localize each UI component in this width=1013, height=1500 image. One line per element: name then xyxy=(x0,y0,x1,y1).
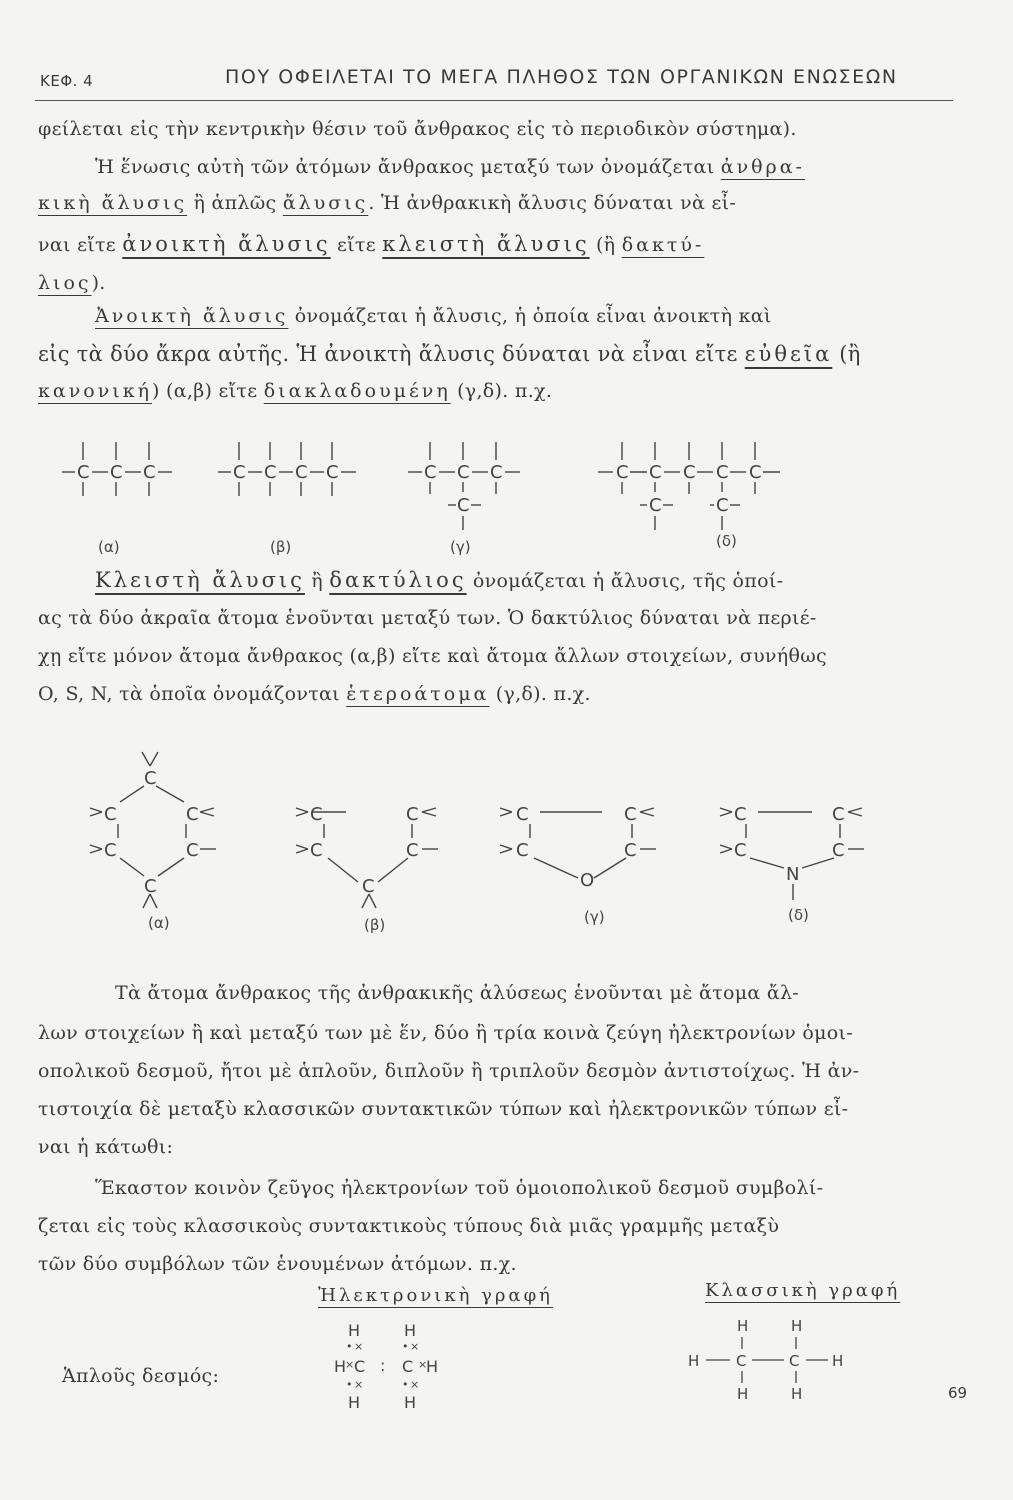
open-chain-structures xyxy=(30,430,990,565)
atom-c: C xyxy=(749,462,762,483)
atom-c: C xyxy=(77,462,90,483)
atom-c: C xyxy=(832,840,845,861)
atom-c: C xyxy=(295,462,308,483)
para1-line4-post: (ἢ xyxy=(595,234,616,256)
atom-h: H xyxy=(404,1393,417,1412)
term-normal: κανονική xyxy=(38,380,152,402)
atom-h: H xyxy=(832,1352,844,1370)
atom-c: C xyxy=(110,462,123,483)
ring-caption-delta: (δ) xyxy=(788,906,809,924)
atom-h: H xyxy=(334,1357,347,1376)
atom-c: C xyxy=(616,462,629,483)
para2-line1-post: ὀνομάζεται ἡ ἄλυσις, ἡ ὁποία εἶναι ἀνοικτὴ καὶ xyxy=(294,305,772,327)
electron-cross: × xyxy=(410,1340,420,1353)
atom-c: C xyxy=(832,804,845,825)
para2-line2 xyxy=(38,342,861,366)
para5-line2: ζεται εἰς τοὺς κλασσικοὺς συντακτικοὺς τύπους διὰ μιᾶς γραμμῆς μεταξὺ xyxy=(38,1215,780,1237)
term-closed-chain-def: Κλειστὴ ἄλυσις xyxy=(95,568,305,592)
atom-c: C xyxy=(104,804,117,825)
atom-n: N xyxy=(786,864,800,885)
atom-c: C xyxy=(104,840,117,861)
atom-c: C xyxy=(649,462,662,483)
atom-c: C xyxy=(789,1352,800,1370)
atom-c: C xyxy=(457,462,470,483)
electron-cross: × xyxy=(354,1340,364,1353)
para3-line3: χῃ εἴτε μόνον ἄτομα ἄνθρακος (α,β) εἴτε καὶ ἄτομα ἄλλων στοιχείων, συνήθως xyxy=(38,645,827,667)
atom-c: C xyxy=(716,462,729,483)
para4-line5: ναι ἡ κάτωθι: xyxy=(38,1136,174,1158)
chain-caption-delta: (δ) xyxy=(716,532,737,550)
atom-c: C xyxy=(144,876,157,897)
chain-delta xyxy=(598,442,780,530)
para3-line4 xyxy=(38,683,591,705)
atom-c: C xyxy=(402,1357,414,1376)
ring-structures xyxy=(60,740,910,940)
term-carbon-chain-a: ἀνθρα- xyxy=(720,156,805,178)
col-classical-heading: Κλασσικὴ γραφή xyxy=(705,1280,901,1301)
para1-line4 xyxy=(38,232,704,256)
electron-dot: • xyxy=(402,1378,409,1391)
atom-h: H xyxy=(688,1352,700,1370)
atom-c: C xyxy=(683,462,696,483)
atom-h: H xyxy=(348,1321,361,1340)
para5-line1: Ἕκαστον κοινὸν ζεῦγος ἠλεκτρονίων τοῦ ὁμοιοπολικοῦ δεσμοῦ συμβολί- xyxy=(95,1177,824,1199)
atom-h: H xyxy=(404,1321,417,1340)
term-closed-chain: κλειστὴ ἄλυσις xyxy=(382,232,590,256)
atom-h: H xyxy=(737,1317,749,1335)
atom-c: C xyxy=(144,768,157,789)
atom-c: C xyxy=(362,876,375,897)
atom-c: C xyxy=(624,840,637,861)
para1-line1: φείλεται εἰς τὴν κεντρικὴν θέσιν τοῦ ἄνθρακος εἰς τὸ περιοδικὸν σύστημα). xyxy=(38,118,797,140)
atom-c: C xyxy=(406,804,419,825)
term-ring-b: λιος xyxy=(38,272,92,294)
term-open-chain: ἀνοικτὴ ἄλυσις xyxy=(122,232,331,256)
para3-line2: ας τὰ δύο ἀκραῖα ἄτομα ἑνοῦνται μεταξύ των. Ὁ δακτύλιος δύναται νὰ περιέ- xyxy=(38,607,817,629)
atom-h: H xyxy=(348,1393,361,1412)
electron-dot: • xyxy=(346,1340,353,1353)
header-rule xyxy=(35,100,953,101)
para4-line3: οπολικοῦ δεσμοῦ, ἤτοι μὲ ἁπλοῦν, διπλοῦν ἢ τριπλοῦν δεσμὸν ἀντιστοίχως. Ἡ ἀν- xyxy=(38,1060,860,1082)
atom-c: C xyxy=(310,804,323,825)
atom-h: H xyxy=(791,1385,803,1403)
electron-cross: × xyxy=(354,1378,364,1391)
col-electronic-heading: Ἠλεκτρονικὴ γραφή xyxy=(318,1285,553,1306)
para2-line2-pre: εἰς τὰ δύο ἄκρα αὐτῆς. Ἡ ἀνοικτὴ ἄλυσις δύναται νὰ εἶναι εἴτε xyxy=(38,342,738,366)
term-carbon-chain-b: κικὴ ἄλυσις xyxy=(38,192,188,214)
atom-c: C xyxy=(424,462,437,483)
atom-c: C xyxy=(516,840,529,861)
atom-c: C xyxy=(490,462,503,483)
chain-caption-beta: (β) xyxy=(270,538,292,556)
chapter-label: ΚΕΦ. 4 xyxy=(40,72,94,90)
atom-c: C xyxy=(406,840,419,861)
term-straight: εὐθεῖα xyxy=(744,342,833,366)
para1-line3-post: . Ἡ ἀνθρακικὴ ἄλυσις δύναται νὰ εἶ- xyxy=(368,192,737,214)
atom-c: C xyxy=(186,840,199,861)
atom-c: C xyxy=(326,462,339,483)
para3-line4-pre: O, S, N, τὰ ὁποῖα ὀνομάζονται xyxy=(38,683,340,705)
electron-cross: × xyxy=(418,1358,428,1371)
atom-h: H xyxy=(791,1317,803,1335)
running-title: ΠΟΥ ΟΦΕΙΛΕΤΑΙ ΤΟ ΜΕΓΑ ΠΛΗΘΟΣ ΤΩΝ ΟΡΓΑΝΙΚΩΝ ΕΝΩΣΕΩΝ xyxy=(225,66,898,88)
atom-o: O xyxy=(580,870,595,891)
single-bond-label: Ἁπλοῦς δεσμός: xyxy=(62,1365,220,1387)
para1-line2 xyxy=(95,156,805,178)
term-open-chain-def: Ἀνοικτὴ ἄλυσις xyxy=(95,305,289,327)
shared-pair: : xyxy=(380,1356,386,1375)
para2-line3-post: (γ,δ). π.χ. xyxy=(457,380,553,402)
electron-dot: • xyxy=(346,1378,353,1391)
para4-line2: λων στοιχείων ἢ καὶ μεταξύ των μὲ ἕν, δύο ἢ τρία κοινὰ ζεύγη ἠλεκτρονίων ὁμοι- xyxy=(38,1022,853,1044)
atom-c: C xyxy=(233,462,246,483)
para1-line2-text: Ἡ ἕνωσις αὐτὴ τῶν ἀτόμων ἄνθρακος μεταξύ των ὀνομάζεται xyxy=(95,156,715,178)
ring-caption-gamma: (γ) xyxy=(584,908,605,926)
atom-c: C xyxy=(310,840,323,861)
atom-h: H xyxy=(426,1357,439,1376)
chain-gamma xyxy=(408,442,520,530)
para1-line4-pre: ναι εἴτε xyxy=(38,234,116,256)
atom-c: C xyxy=(143,462,156,483)
chain-caption-alpha: (α) xyxy=(98,538,120,556)
atom-c: C xyxy=(734,804,747,825)
term-ring-def: δακτύλιος xyxy=(329,568,467,592)
term-branched: διακλαδουμένη xyxy=(263,380,451,402)
atom-c: C xyxy=(186,804,199,825)
para3-line1-mid: ἢ xyxy=(311,570,323,592)
para1-line5 xyxy=(38,272,106,294)
para1-line4-mid: εἴτε xyxy=(337,234,376,256)
para2-line1 xyxy=(95,305,772,327)
para1-line3 xyxy=(38,192,736,214)
atom-c: C xyxy=(457,495,470,516)
para2-line2-post: (ἢ xyxy=(839,342,861,366)
para3-line4-post: (γ,δ). π.χ. xyxy=(495,683,591,705)
term-heteroatoms: ἑτεροάτομα xyxy=(346,683,490,705)
electron-cross: × xyxy=(345,1358,355,1371)
classical-formula xyxy=(680,1315,870,1415)
para4-line4: τιστοιχία δὲ μεταξὺ κλασσικῶν συντακτικῶν τύπων καὶ ἠλεκτρονικῶν τύπων εἶ- xyxy=(38,1098,849,1120)
atom-c: C xyxy=(516,804,529,825)
atom-c: C xyxy=(649,495,662,516)
electron-dot: • xyxy=(402,1340,409,1353)
electronic-formula xyxy=(330,1318,470,1418)
para1-line3-mid: ἢ ἁπλῶς xyxy=(193,192,277,214)
ring-caption-alpha: (α) xyxy=(148,914,170,932)
page-number: 69 xyxy=(948,1384,968,1402)
para1-line5-post: ). xyxy=(91,272,106,294)
para5-line3: τῶν δύο συμβόλων τῶν ἑνουμένων ἀτόμων. π.χ. xyxy=(38,1253,517,1275)
atom-c: C xyxy=(716,495,729,516)
atom-c: C xyxy=(354,1357,366,1376)
para4-line1: Τὰ ἄτομα ἄνθρακος τῆς ἀνθρακικῆς ἀλύσεως ἑνοῦνται μὲ ἄτομα ἄλ- xyxy=(115,982,800,1004)
term-ring-a: δακτύ- xyxy=(621,234,705,256)
atom-h: H xyxy=(737,1385,749,1403)
atom-c: C xyxy=(624,804,637,825)
chain-caption-gamma: (γ) xyxy=(450,538,471,556)
para2-line3-mid: ) (α,β) εἴτε xyxy=(151,380,258,402)
atom-c: C xyxy=(264,462,277,483)
para3-line1-post: ὀνομάζεται ἡ ἄλυσις, τῆς ὁποί- xyxy=(472,570,784,592)
atom-c: C xyxy=(736,1352,747,1370)
atom-c: C xyxy=(734,840,747,861)
ring-caption-beta: (β) xyxy=(364,916,386,934)
para3-line1 xyxy=(95,568,783,592)
term-chain: ἄλυσις xyxy=(282,192,369,214)
electron-cross: × xyxy=(410,1378,420,1391)
para2-line3 xyxy=(38,380,552,402)
